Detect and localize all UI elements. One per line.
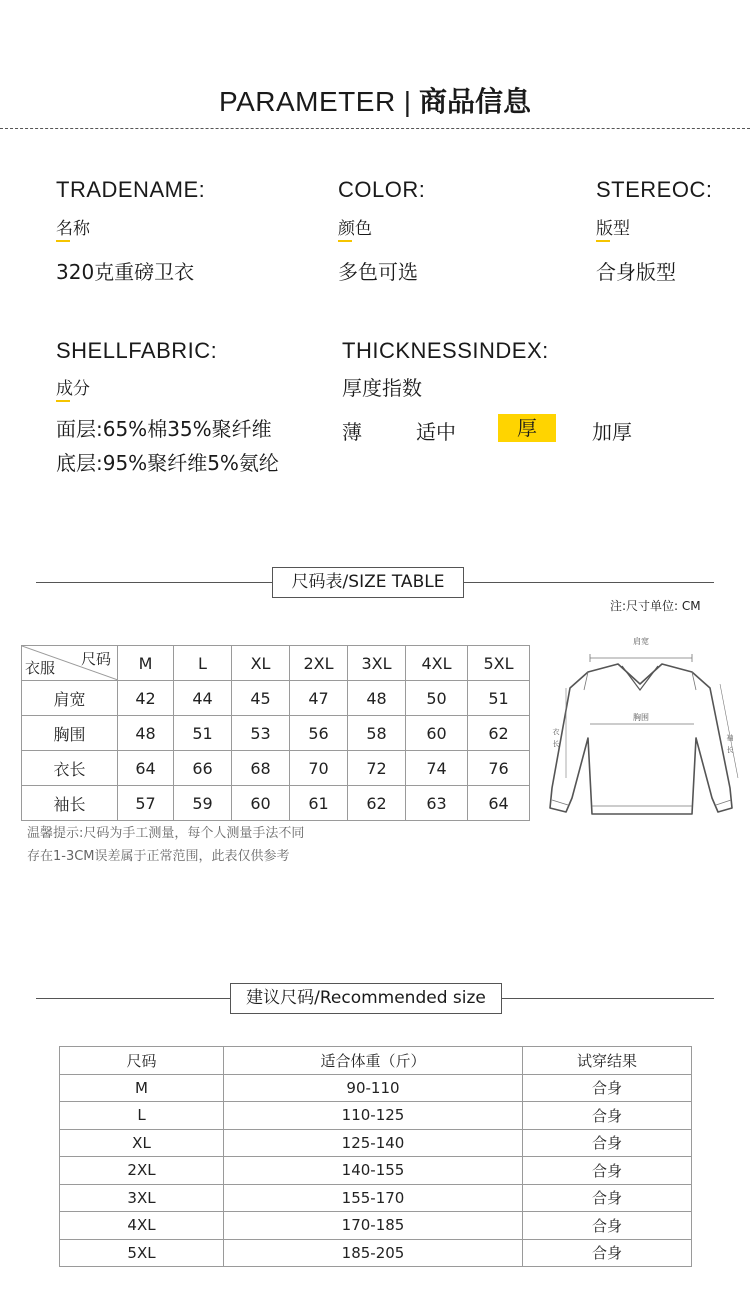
thickness-option-thick-selected: 厚: [498, 414, 556, 442]
rec-col-header: 尺码: [60, 1047, 224, 1075]
table-cell: 59: [174, 786, 232, 821]
table-cell: 140-155: [224, 1157, 523, 1185]
table-cell: M: [60, 1074, 224, 1102]
table-cell: 62: [468, 716, 530, 751]
rec-table-header: [60, 1047, 692, 1075]
table-cell: 50: [406, 681, 468, 716]
table-cell: 合身: [523, 1074, 692, 1102]
table-row: [60, 1157, 692, 1185]
table-cell: 60: [232, 786, 290, 821]
table-cell: 70: [290, 751, 348, 786]
table-cell: 合身: [523, 1212, 692, 1240]
table-cell: 63: [406, 786, 468, 821]
table-cell: 76: [468, 751, 530, 786]
row-label: 衣长: [22, 751, 118, 786]
table-cell: 56: [290, 716, 348, 751]
size-table: [21, 645, 530, 821]
stereoc-value: 合身版型: [596, 260, 676, 284]
table-cell: 合身: [523, 1184, 692, 1212]
corner-top-label: 尺码: [80, 650, 111, 668]
color-value: 多色可选: [338, 260, 418, 284]
table-cell: 45: [232, 681, 290, 716]
table-row: [60, 1212, 692, 1240]
table-row: [22, 716, 530, 751]
table-cell: 185-205: [224, 1239, 523, 1267]
diagram-chest-label: 胸围: [633, 713, 649, 722]
size-col-header: L: [174, 646, 232, 681]
table-row: [22, 786, 530, 821]
table-row: [22, 751, 530, 786]
title-en: PARAMETER: [219, 86, 396, 117]
table-cell: 68: [232, 751, 290, 786]
thickness-label: THICKNESSINDEX:: [342, 338, 549, 363]
table-cell: 170-185: [224, 1212, 523, 1240]
stereoc-label: STEREOC:: [596, 177, 713, 202]
thickness-option-thin: 薄: [342, 420, 362, 444]
size-col-header: 4XL: [406, 646, 468, 681]
rec-col-header: 试穿结果: [523, 1047, 692, 1075]
table-cell: 51: [174, 716, 232, 751]
table-cell: 51: [468, 681, 530, 716]
recommended-size-table: [59, 1046, 692, 1267]
table-cell: 42: [118, 681, 174, 716]
table-cell: 62: [348, 786, 406, 821]
header-divider: [0, 128, 750, 129]
table-row: [60, 1102, 692, 1130]
table-cell: XL: [60, 1129, 224, 1157]
shellfabric-line1: 面层:65%棉35%聚纤维: [56, 417, 272, 441]
diagram-shoulder-label: 肩宽: [633, 637, 649, 646]
thickness-option-extra-thick: 加厚: [592, 420, 632, 444]
size-table-corner: [22, 646, 118, 681]
table-cell: 125-140: [224, 1129, 523, 1157]
table-cell: 60: [406, 716, 468, 751]
table-row: [60, 1239, 692, 1267]
table-cell: 72: [348, 751, 406, 786]
size-col-header: M: [118, 646, 174, 681]
shirt-measurement-diagram: [540, 628, 750, 824]
tradename-cn-label: 名称: [56, 214, 90, 239]
table-row: [60, 1074, 692, 1102]
table-cell: 4XL: [60, 1212, 224, 1240]
table-cell: 64: [118, 751, 174, 786]
corner-bottom-label: 衣服: [25, 659, 56, 677]
shellfabric-label: SHELLFABRIC:: [56, 338, 218, 363]
table-cell: 61: [290, 786, 348, 821]
diagram-length-label-1: 衣: [552, 728, 560, 736]
shellfabric-line2: 底层:95%聚纤维5%氨纶: [56, 451, 279, 475]
thickness-option-medium: 适中: [416, 420, 456, 444]
table-cell: 3XL: [60, 1184, 224, 1212]
size-col-header: 5XL: [468, 646, 530, 681]
size-col-header: 3XL: [348, 646, 406, 681]
size-col-header: XL: [232, 646, 290, 681]
diagram-sleeve-label-1: 袖: [726, 734, 734, 742]
rec-col-header: 适合体重（斤）: [224, 1047, 523, 1075]
tradename-value: 320克重磅卫衣: [56, 260, 195, 284]
table-cell: 合身: [523, 1157, 692, 1185]
table-cell: 66: [174, 751, 232, 786]
size-col-header: 2XL: [290, 646, 348, 681]
table-cell: 110-125: [224, 1102, 523, 1130]
table-cell: 48: [348, 681, 406, 716]
diagram-length-label-2: 长: [552, 740, 560, 748]
table-cell: 64: [468, 786, 530, 821]
row-label: 胸围: [22, 716, 118, 751]
tradename-label: TRADENAME:: [56, 177, 206, 202]
rec-section-title: 建议尺码/Recommended size: [230, 983, 502, 1014]
table-cell: L: [60, 1102, 224, 1130]
table-cell: 155-170: [224, 1184, 523, 1212]
shirt-outline: [550, 664, 732, 814]
title-cn: 商品信息: [418, 85, 531, 118]
thickness-cn-label: 厚度指数: [342, 376, 422, 400]
table-cell: 2XL: [60, 1157, 224, 1185]
table-cell: 合身: [523, 1239, 692, 1267]
size-table-header: [22, 646, 530, 681]
shellfabric-cn-label: 成分: [56, 374, 90, 399]
table-row: [60, 1129, 692, 1157]
stereoc-cn-label: 版型: [596, 214, 630, 239]
table-cell: 5XL: [60, 1239, 224, 1267]
table-cell: 57: [118, 786, 174, 821]
color-cn-label: 颜色: [338, 214, 372, 239]
diagram-sleeve-label-2: 长: [726, 746, 734, 754]
table-cell: 44: [174, 681, 232, 716]
measurement-tip-line2: 存在1-3CM误差属于正常范围，此表仅供参考: [27, 849, 290, 864]
unit-note: 注:尺寸单位: CM: [610, 599, 701, 613]
table-cell: 48: [118, 716, 174, 751]
color-label: COLOR:: [338, 177, 426, 202]
table-row: [22, 681, 530, 716]
table-cell: 47: [290, 681, 348, 716]
table-cell: 合身: [523, 1129, 692, 1157]
table-cell: 53: [232, 716, 290, 751]
table-row: [60, 1184, 692, 1212]
title-separator: |: [403, 86, 411, 117]
table-cell: 74: [406, 751, 468, 786]
measurement-tip-line1: 温馨提示:尺码为手工测量，每个人测量手法不同: [27, 826, 305, 841]
page-title: [0, 80, 750, 120]
size-section-title: 尺码表/SIZE TABLE: [272, 567, 464, 598]
table-cell: 合身: [523, 1102, 692, 1130]
table-cell: 90-110: [224, 1074, 523, 1102]
row-label: 袖长: [22, 786, 118, 821]
table-cell: 58: [348, 716, 406, 751]
row-label: 肩宽: [22, 681, 118, 716]
